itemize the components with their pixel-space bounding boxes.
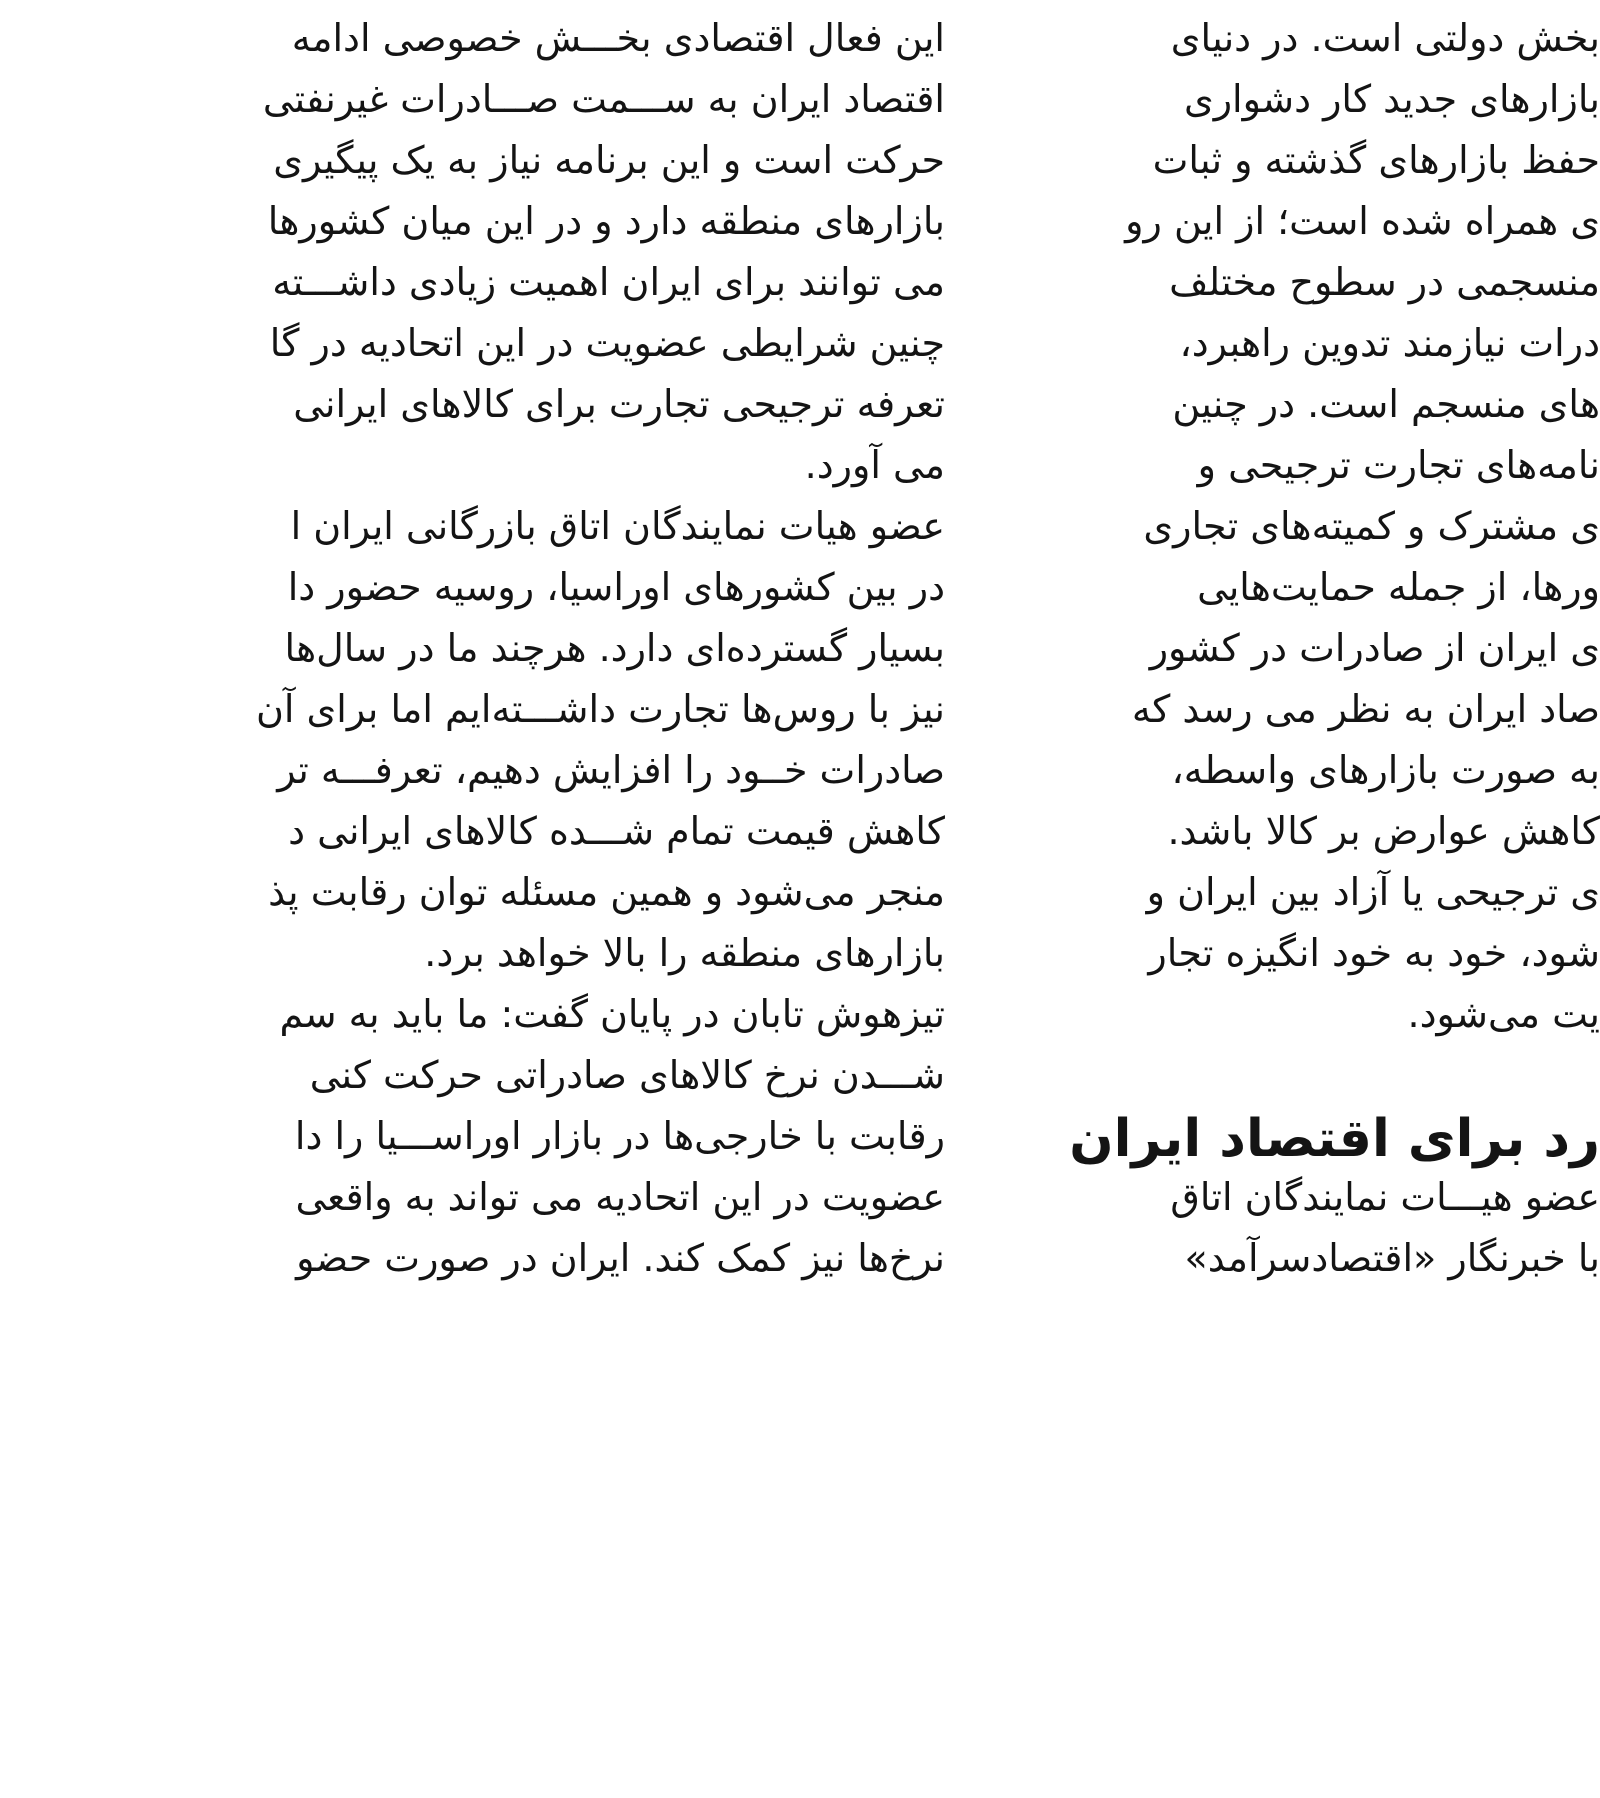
left-line-2: اقتصاد ایران به ســـمت صـــادرات غیرنفتی xyxy=(262,77,945,121)
right-line-9: ی مشترک و کمیته‌های تجاری xyxy=(1143,504,1600,548)
left-line-10: در بین کشورهای اوراسیا، روسیه حضور دا xyxy=(287,565,945,609)
right-line-4: ی همراه شده است؛ از این رو xyxy=(1125,199,1600,243)
right-line-18: عضو هیـــات نمایندگان اتاق xyxy=(1170,1175,1600,1219)
left-line-8: می آورد. xyxy=(804,443,945,487)
right-line-10: ورها، از جمله حمایت‌هایی xyxy=(1197,565,1600,609)
right-line-8: نامه‌های تجارت ترجیحی و xyxy=(1197,443,1600,487)
left-line-15: منجر می‌شود و همین مسئله توان رقابت پذ xyxy=(268,870,945,914)
right-line-15: ی ترجیحی یا آزاد بین ایران و xyxy=(1146,870,1600,914)
right-line-3: حفظ بازارهای گذشته و ثبات xyxy=(1152,138,1600,182)
right-line-16: شود، خود به خود انگیزه تجار xyxy=(1148,931,1600,975)
right-line-13: به صورت بازارهای واسطه، xyxy=(1171,748,1600,792)
left-line-4: بازارهای منطقه دارد و در این میان کشورها xyxy=(267,199,945,243)
right-column xyxy=(948,0,1600,1798)
left-line-12: نیز با روس‌ها تجارت داشـــته‌ایم اما برای آن xyxy=(255,687,945,731)
right-line-12: صاد ایران به نظر می رسد که xyxy=(1131,687,1600,731)
right-line-1: بخش دولتی است. در دنیای xyxy=(1170,16,1600,60)
left-line-14: کاهش قیمت تمام شـــده کالاهای ایرانی د xyxy=(288,809,945,853)
right-line-17: یت می‌شود. xyxy=(1407,992,1600,1036)
left-line-11: بسیار گسترده‌ای دارد. هرچند ما در سال‌ها xyxy=(284,626,945,670)
right-line-11: ی ایران از صادرات در کشور xyxy=(1149,626,1600,670)
left-line-1: این فعال اقتصادی بخـــش خصوصی ادامه xyxy=(291,16,945,60)
right-line-14: کاهش عوارض بر کالا باشد. xyxy=(1167,809,1600,853)
left-line-20: عضویت در این اتحادیه می تواند به واقعی xyxy=(295,1175,945,1219)
left-line-21: نرخ‌ها نیز کمک کند. ایران در صورت حضو xyxy=(296,1236,945,1280)
left-line-3: حرکت است و این برنامه نیاز به یک پیگیری xyxy=(273,138,945,182)
left-line-5: می توانند برای ایران اهمیت زیادی داشـــته xyxy=(272,260,945,304)
left-line-13: صادرات خــود را افزایش دهیم، تعرفـــه تر xyxy=(277,748,945,792)
right-line-7: های منسجم است. در چنین xyxy=(1172,382,1600,426)
left-line-7: تعرفه ترجیحی تجارت برای کالاهای ایرانی xyxy=(293,382,945,426)
left-line-6: چنین شرایطی عضویت در این اتحادیه در گا xyxy=(269,321,945,365)
right-line-6: درات نیازمند تدوین راهبرد، xyxy=(1179,321,1600,365)
left-line-18: شـــدن نرخ کالاهای صادراتی حرکت کنی xyxy=(309,1053,945,1097)
left-line-16: بازارهای منطقه را بالا خواهد برد. xyxy=(424,931,945,975)
left-line-9: عضو هیات نمایندگان اتاق بازرگانی ایران ا xyxy=(290,504,945,548)
left-line-19: رقابت با خارجی‌ها در بازار اوراســـیا را دا xyxy=(294,1114,945,1158)
section-heading: رد برای اقتصاد ایران xyxy=(1069,1109,1600,1169)
right-line-2: بازارهای جدید کار دشواری xyxy=(1183,77,1600,121)
right-line-19: با خبرنگار «اقتصادسرآمد» xyxy=(1184,1236,1600,1280)
right-line-5: منسجمی در سطوح مختلف xyxy=(1169,260,1600,304)
left-line-17: تیزهوش تابان در پایان گفت: ما باید به سم xyxy=(279,992,945,1036)
